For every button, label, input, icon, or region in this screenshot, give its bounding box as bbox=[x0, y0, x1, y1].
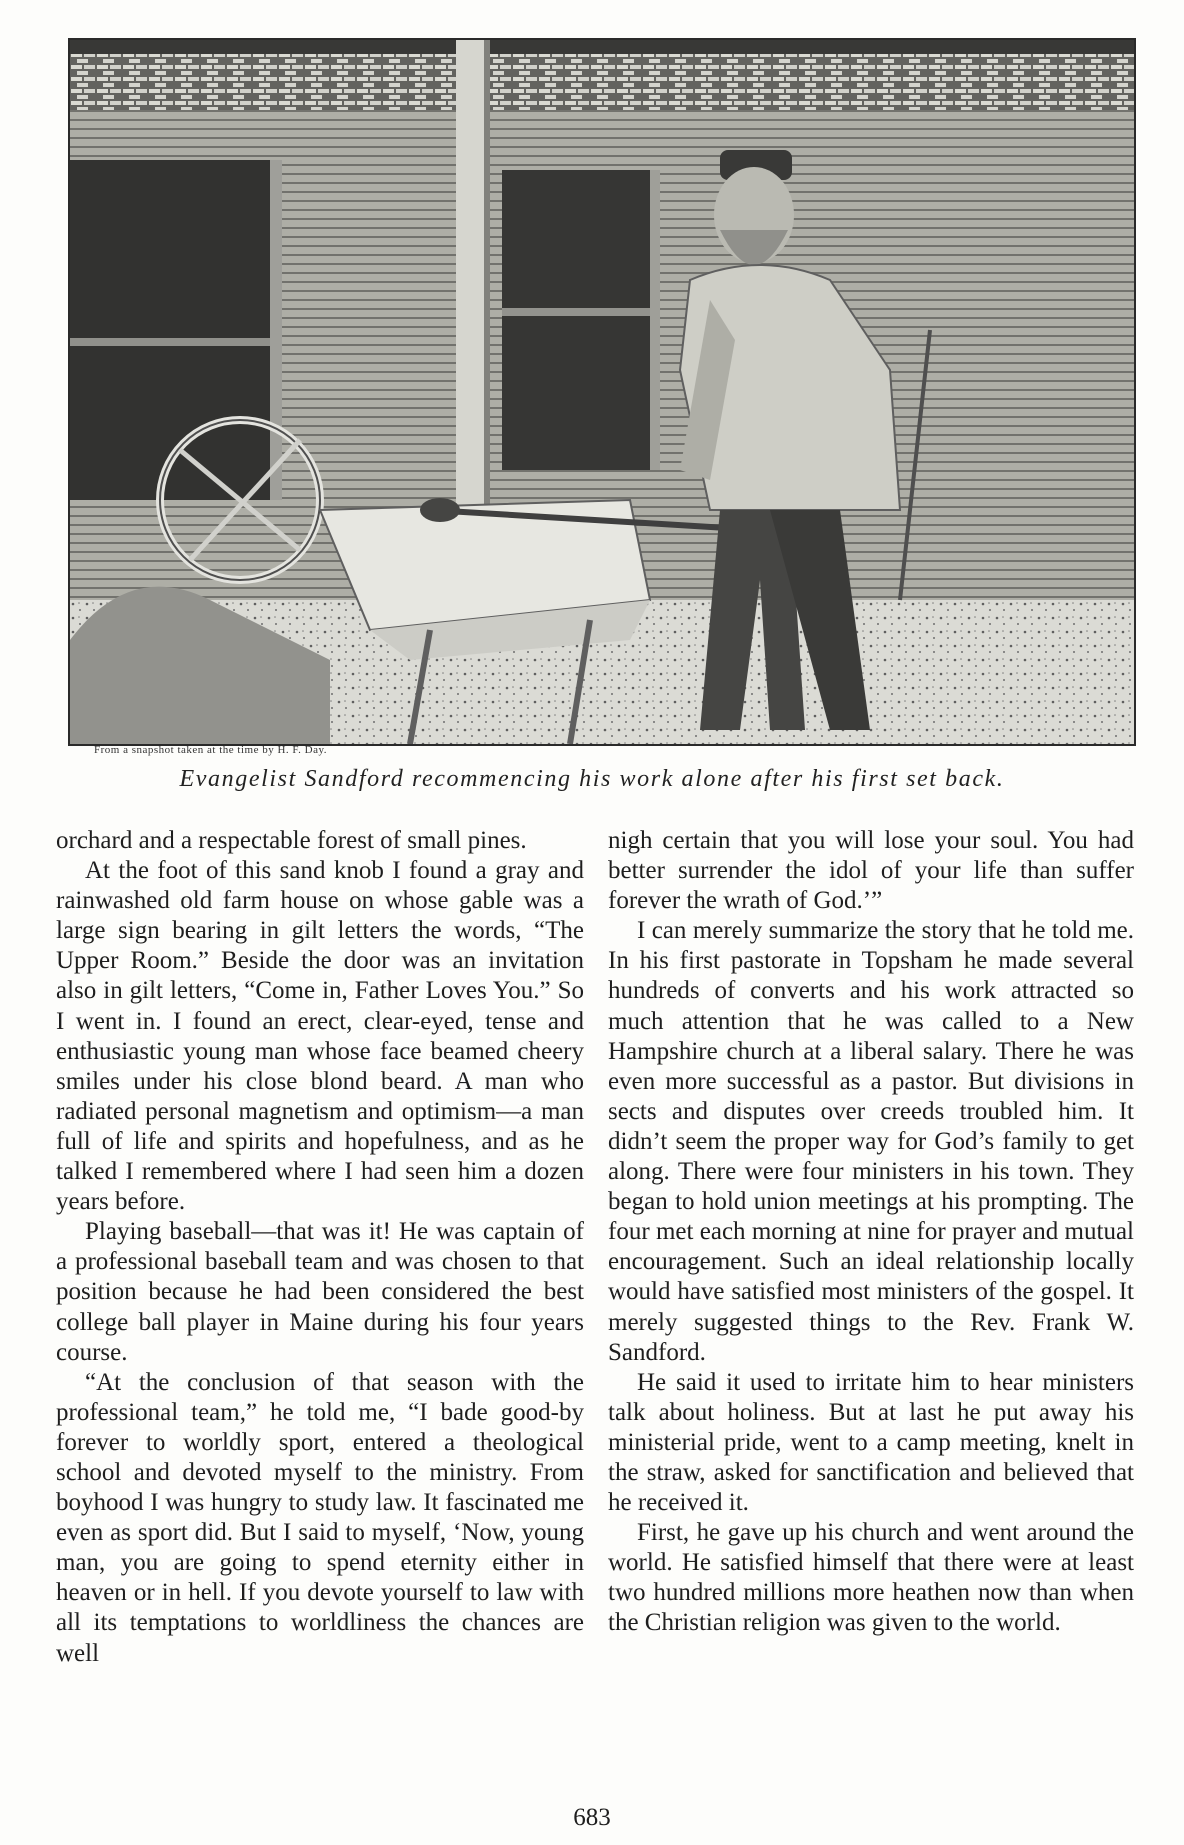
paragraph: Playing baseball—that was it! He was captain of a professional baseball team and was chosen to that position because he had been considered the best college ball player in Maine during his four years course. bbox=[56, 1218, 584, 1366]
paragraph: nigh certain that you will lose your soul. You had better surrender the idol of your life than suffer forever the wrath of God.’” bbox=[608, 827, 1134, 915]
right-column bbox=[608, 826, 1134, 1639]
left-column bbox=[56, 826, 584, 1669]
paragraph: First, he gave up his church and went around the world. He satisfied himself that there were at least two hundred millions more heathen now than when the Christian religion was given to the world. bbox=[608, 1519, 1134, 1637]
page-number: 683 bbox=[573, 1804, 611, 1831]
paragraph: At the foot of this sand knob I found a gray and rainwashed old farm house on whose gable was a large sign bearing in gilt letters the words, “The Upper Room.” Beside the door was an invitation also in gilt letters, “Come in, Father Loves You.” So I went in. I found an erect, clear-eyed, tense and enthusiastic young man whose face beamed cheery smiles under his close blond beard. A man who radiated personal magnetism and optimism—a man full of life and spirits and hopefulness, and as he talked I remembered where I had seen him a dozen years before. bbox=[56, 857, 584, 1216]
paragraph: “At the conclusion of that season with the professional team,” he told me, “I bade good-by forever to worldly sport, entered a theological school and devoted myself to the ministry. From boyhood I was hungry to study law. It fascinated me even as sport did. But I said to myself, ‘Now, young man, you are going to spend eternity either in heaven or in hell. If you devote yourself to law with all its temptations to worldliness the chances are well bbox=[56, 1368, 584, 1667]
paragraph: orchard and a respectable forest of small pines. bbox=[56, 827, 527, 854]
photo-scene bbox=[70, 40, 1134, 744]
paragraph: He said it used to irritate him to hear ministers talk about holiness. But at last he put away his ministerial pride, went to a camp meeting, knelt in the straw, asked for sanctification and believed that he received it. bbox=[608, 1368, 1134, 1517]
paragraph: I can merely summarize the story that he told me. In his first pastorate in Topsham he made several hundreds of converts and his work attracted so much attention that he was called to a New Hampshire church at a liberal salary. There he was even more successful as a pastor. But divisions in sects and disputes over creeds troubled him. It didn’t seem the proper way for God’s family to get along. There were four ministers in his town. They began to hold union meetings at his prompting. The four met each morning at nine for prayer and mutual encouragement. Such an ideal relationship locally would have satisfied most ministers of the gospel. It merely suggested things to the Rev. Frank W. Sandford. bbox=[608, 917, 1134, 1366]
figure-caption: Evangelist Sandford recommencing his work alone after his first set back. bbox=[179, 766, 1005, 792]
photo-credit: From a snapshot taken at the time by H. F. Day. bbox=[94, 744, 328, 756]
photograph bbox=[68, 38, 1136, 746]
